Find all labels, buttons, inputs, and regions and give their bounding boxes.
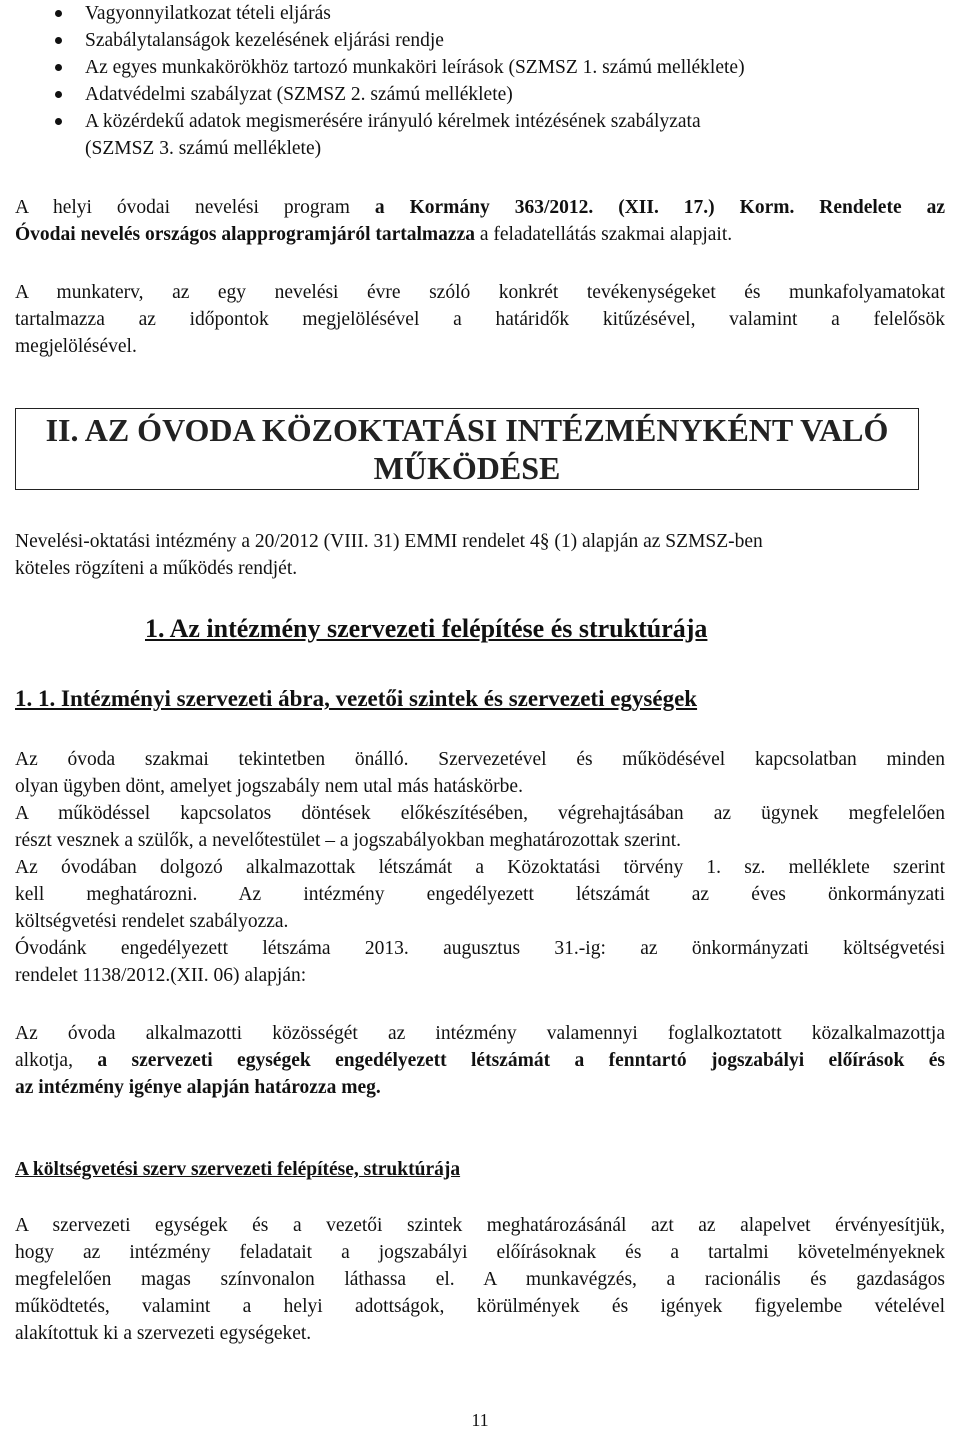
heading-level-1: 1. Az intézmény szervezeti felépítése és struktúrája	[145, 614, 708, 643]
bullet-icon	[55, 91, 62, 98]
munkaterv-line: megjelölésével.	[15, 336, 137, 357]
final-line: hogy az intézmény feladatait a jogszabályi előírásoknak és a tartalmi követelményeknek	[15, 1242, 945, 1263]
section-title-line: MŰKÖDÉSE	[373, 450, 561, 486]
final-line: A szervezeti egységek és a vezetői szintek meghatározásánál azt az alapelvet érvényesítjük,	[15, 1215, 945, 1236]
munkaterv-line: A munkaterv, az egy nevelési évre szóló konkrét tevékenységeket és munkafolyamatokat	[15, 282, 945, 303]
final-line: megfelelően magas színvonalon láthassa el. A munkavégzés, a racionális és gazdaságos	[15, 1269, 945, 1290]
intro-line: Nevelési-oktatási intézmény a 20/2012 (VIII. 31) EMMI rendelet 4§ (1) alapján az SZMSZ-ben	[15, 531, 763, 552]
body-line: kell meghatározni. Az intézmény engedélyezett létszámát az éves önkormányzati	[15, 884, 945, 905]
munkaterv-line: tartalmazza az időpontok megjelölésével a határidők kitűzésével, valamint a felelősök	[15, 309, 945, 330]
subheading: A költségvetési szerv szervezeti felépítése, struktúrája	[15, 1159, 461, 1180]
body-line: Az óvodában dolgozó alkalmazottak létszámát a Közoktatási törvény 1. sz. melléklete szerint	[15, 857, 945, 878]
body-line: A működéssel kapcsolatos döntések előkészítésében, végrehajtásában az ügynek megfelelően	[15, 803, 945, 824]
program-paragraph-line	[15, 223, 945, 247]
bullet-icon	[55, 37, 62, 44]
final-line: alakítottuk ki a szervezeti egységeket.	[15, 1323, 312, 1344]
body-line: költségvetési rendelet szabályozza.	[15, 911, 289, 932]
body-line: olyan ügyben dönt, amelyet jogszabály nem utal más hatáskörbe.	[15, 776, 523, 797]
list-item: Az egyes munkakörökhöz tartozó munkaköri leírások (SZMSZ 1. számú melléklete)	[85, 57, 745, 78]
alkalmazotti-line: az intézmény igénye alapján határozza meg.	[15, 1077, 381, 1098]
list-item: A közérdekű adatok megismerésére irányuló kérelmek intézésének szabályzata	[85, 111, 701, 132]
program-paragraph-line	[15, 196, 945, 220]
list-item: Adatvédelmi szabályzat (SZMSZ 2. számú melléklete)	[85, 84, 513, 105]
alkalmazotti-bold: a szervezeti egységek engedélyezett létszámát a fenntartó jogszabályi előírások és	[97, 1050, 945, 1071]
heading-level-2: 1. 1. Intézményi szervezeti ábra, vezetői szintek és szervezeti egységek	[15, 686, 698, 711]
alkalmazotti-line: Az óvoda alkalmazotti közösségét az intézmény valamennyi foglalkoztatott közalkalmazottja	[15, 1023, 945, 1044]
program-decree-bold: Óvodai nevelés országos alapprogramjáról tartalmazza	[15, 224, 475, 245]
body-line: részt vesznek a szülők, a nevelőtestület – a jogszabályokban meghatározottak szerint.	[15, 830, 681, 851]
alkalmazotti-line	[15, 1049, 945, 1073]
body-line: rendelet 1138/2012.(XII. 06) alapján:	[15, 965, 307, 986]
final-line: működtetés, valamint a helyi adottságok, körülmények és igények figyelembe vételével	[15, 1296, 945, 1317]
bullet-icon	[55, 118, 62, 125]
page-number: 11	[471, 1410, 489, 1430]
body-line: Az óvoda szakmai tekintetben önálló. Szervezetével és működésével kapcsolatban minden	[15, 749, 945, 770]
list-item: Szabálytalanságok kezelésének eljárási rendje	[85, 30, 444, 51]
list-item: Vagyonnyilatkozat tételi eljárás	[85, 3, 331, 24]
program-decree-bold: a Kormány 363/2012. (XII. 17.) Korm. Rendelete az	[374, 197, 945, 218]
section-title-line: II. AZ ÓVODA KÖZOKTATÁSI INTÉZMÉNYKÉNT VALÓ	[45, 412, 889, 448]
section-title-box	[15, 408, 919, 490]
bullet-icon	[55, 10, 62, 17]
intro-line: köteles rögzíteni a működés rendjét.	[15, 558, 298, 579]
alkalmazotti-text: alkotja,	[15, 1050, 98, 1071]
program-text: a feladatellátás szakmai alapjait.	[474, 224, 733, 245]
list-item-continuation: (SZMSZ 3. számú melléklete)	[85, 138, 322, 159]
program-text: A helyi óvodai nevelési program	[15, 197, 375, 218]
body-line: Óvodánk engedélyezett létszáma 2013. augusztus 31.-ig: az önkormányzati költségvetési	[15, 938, 945, 959]
bullet-icon	[55, 64, 62, 71]
